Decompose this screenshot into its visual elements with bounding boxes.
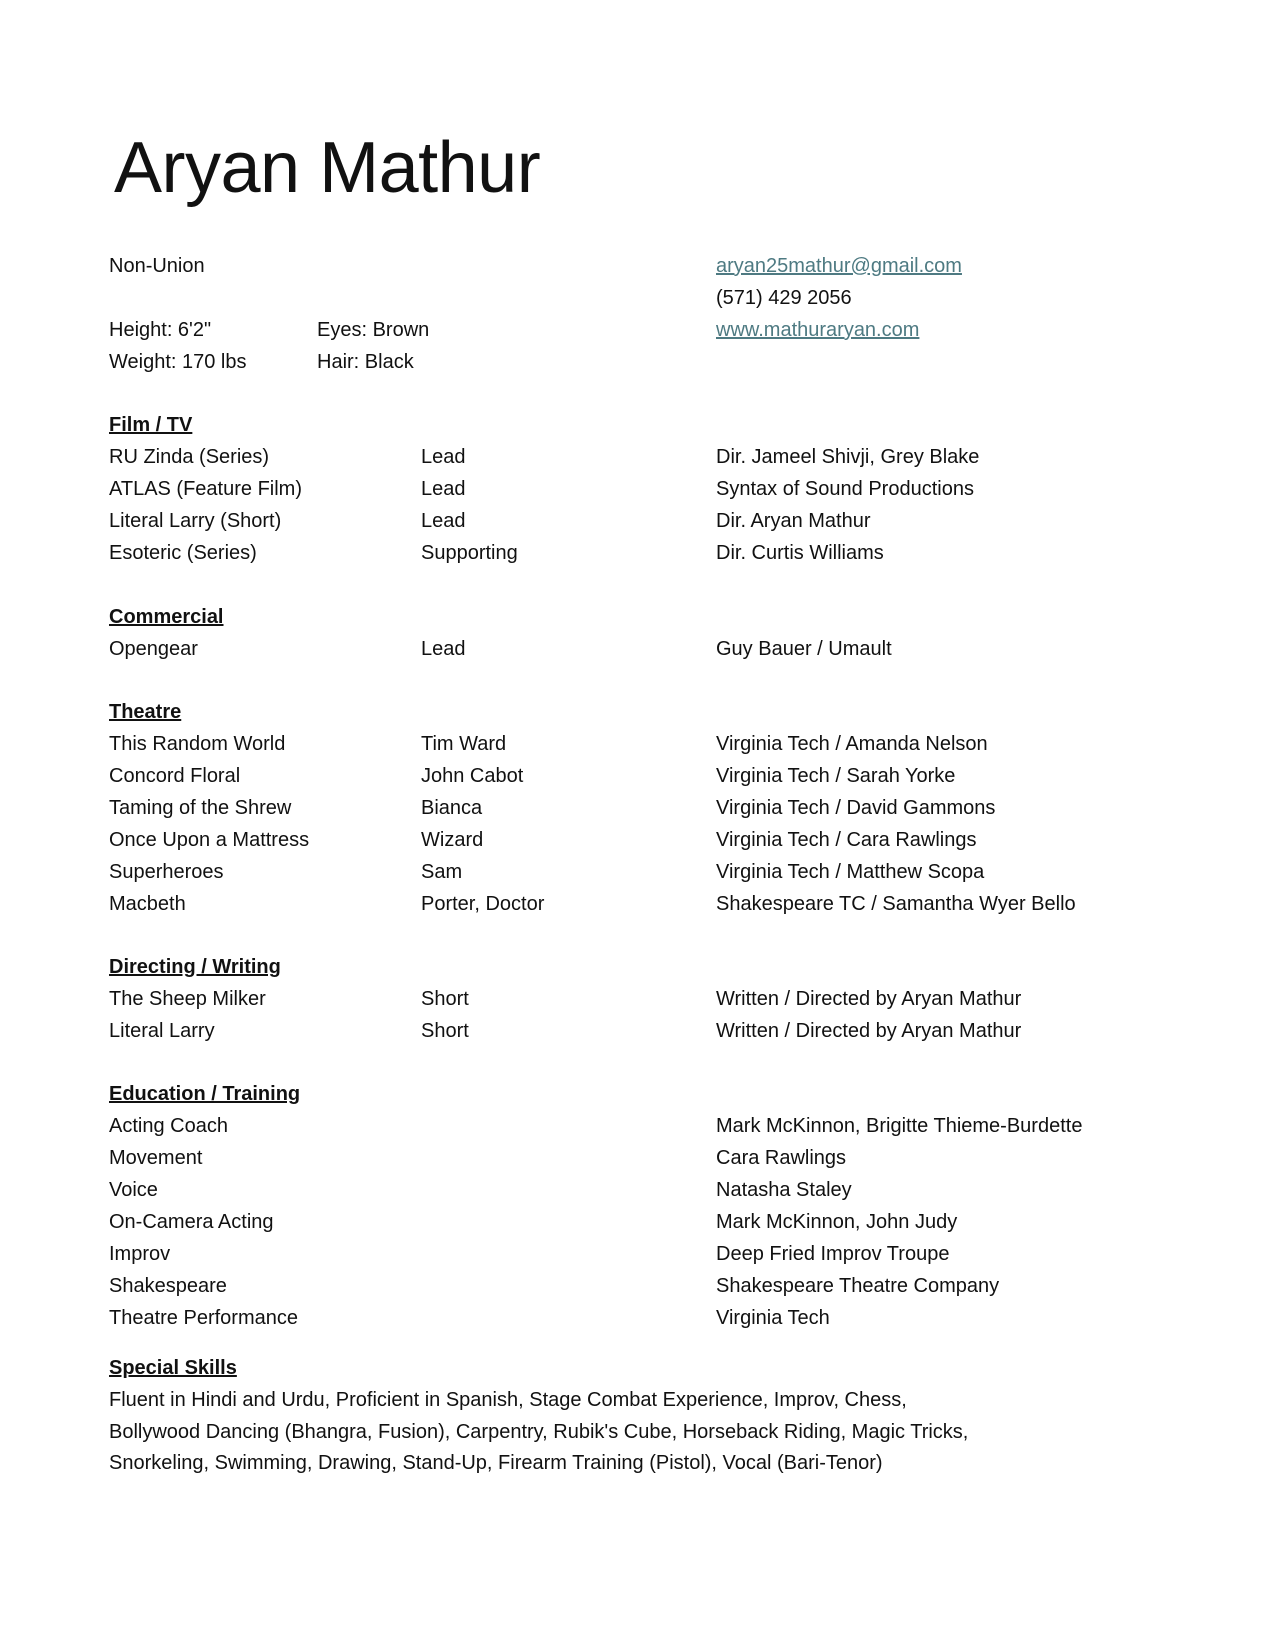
- credit-role: John Cabot: [421, 765, 524, 787]
- skills-line: Bollywood Dancing (Bhangra, Fusion), Carpentry, Rubik's Cube, Horseback Riding, Magic Tricks,: [109, 1420, 969, 1443]
- section-heading-commercial: Commercial: [109, 606, 224, 628]
- section-heading-film-tv: Film / TV: [109, 414, 193, 436]
- credit-director: Virginia Tech / Cara Rawlings: [716, 829, 977, 851]
- credit-director: Virginia Tech / Matthew Scopa: [716, 861, 985, 883]
- credit-director: Dir. Jameel Shivji, Grey Blake: [716, 446, 980, 468]
- credit-title: Esoteric (Series): [109, 542, 257, 564]
- training-teacher: Cara Rawlings: [716, 1147, 847, 1169]
- credit-director: Written / Directed by Aryan Mathur: [716, 988, 1022, 1010]
- credit-director: Shakespeare TC / Samantha Wyer Bello: [716, 893, 1076, 915]
- skills-line: Snorkeling, Swimming, Drawing, Stand-Up, Firearm Training (Pistol), Vocal (Bari-Tenor): [109, 1452, 883, 1474]
- credit-director: Written / Directed by Aryan Mathur: [716, 1020, 1022, 1042]
- credit-role: Lead: [421, 478, 466, 500]
- actor-name: Aryan Mathur: [114, 128, 541, 208]
- credit-title: Opengear: [109, 638, 198, 660]
- credit-director: Syntax of Sound Productions: [716, 478, 974, 500]
- credit-title: Macbeth: [109, 893, 186, 915]
- credit-title: RU Zinda (Series): [109, 446, 270, 468]
- training-subject: Acting Coach: [109, 1115, 228, 1137]
- training-subject: Movement: [109, 1147, 203, 1169]
- credit-title: Literal Larry: [109, 1020, 215, 1042]
- credit-title: Taming of the Shrew: [109, 797, 292, 819]
- training-subject: Shakespeare: [109, 1275, 227, 1297]
- credit-role: Lead: [421, 446, 466, 468]
- training-teacher: Natasha Staley: [716, 1179, 852, 1201]
- training-subject: On-Camera Acting: [109, 1211, 274, 1233]
- credit-role: Supporting: [421, 542, 518, 564]
- credit-role: Short: [421, 1020, 469, 1042]
- credit-role: Sam: [421, 861, 463, 883]
- phone-number: (571) 429 2056: [716, 287, 852, 309]
- training-subject: Improv: [109, 1243, 171, 1265]
- union-status: Non-Union: [109, 255, 205, 277]
- credit-title: Once Upon a Mattress: [109, 829, 310, 851]
- height-stat: Height: 6'2": [109, 319, 212, 341]
- eyes-stat: Eyes: Brown: [317, 319, 430, 341]
- credit-role: Lead: [421, 510, 466, 532]
- credit-role: Tim Ward: [421, 733, 507, 755]
- credit-role: Short: [421, 988, 469, 1010]
- skills-line: Fluent in Hindi and Urdu, Proficient in Spanish, Stage Combat Experience, Improv, Chess,: [109, 1389, 907, 1411]
- credit-director: Virginia Tech / David Gammons: [716, 797, 996, 819]
- credit-director: Dir. Curtis Williams: [716, 542, 884, 564]
- website-link[interactable]: www.mathuraryan.com: [716, 319, 920, 341]
- training-teacher: Shakespeare Theatre Company: [716, 1275, 1000, 1297]
- credit-role: Bianca: [421, 797, 483, 819]
- skills-list: [109, 1385, 1129, 1480]
- training-teacher: Deep Fried Improv Troupe: [716, 1243, 950, 1265]
- credit-title: Concord Floral: [109, 765, 241, 787]
- section-heading-theatre: Theatre: [109, 701, 182, 723]
- training-teacher: Mark McKinnon, John Judy: [716, 1211, 958, 1233]
- training-subject: Theatre Performance: [109, 1307, 298, 1329]
- training-teacher: Virginia Tech: [716, 1307, 830, 1329]
- credit-role: Lead: [421, 638, 466, 660]
- credit-title: Superheroes: [109, 861, 224, 883]
- weight-stat: Weight: 170 lbs: [109, 351, 247, 373]
- credit-director: Guy Bauer / Umault: [716, 638, 892, 660]
- credit-role: Porter, Doctor: [421, 893, 545, 915]
- section-heading-skills: Special Skills: [109, 1357, 237, 1379]
- credit-director: Virginia Tech / Amanda Nelson: [716, 733, 988, 755]
- credit-role: Wizard: [421, 829, 484, 851]
- section-heading-directing: Directing / Writing: [109, 956, 281, 978]
- credit-director: Virginia Tech / Sarah Yorke: [716, 765, 956, 787]
- training-subject: Voice: [109, 1179, 158, 1201]
- hair-stat: Hair: Black: [317, 351, 414, 373]
- credit-title: The Sheep Milker: [109, 988, 266, 1010]
- section-heading-education: Education / Training: [109, 1083, 301, 1105]
- email-link[interactable]: aryan25mathur@gmail.com: [716, 255, 962, 277]
- credit-title: Literal Larry (Short): [109, 510, 282, 532]
- credit-title: ATLAS (Feature Film): [109, 478, 302, 500]
- training-teacher: Mark McKinnon, Brigitte Thieme-Burdette: [716, 1115, 1083, 1137]
- credit-director: Dir. Aryan Mathur: [716, 510, 871, 532]
- credit-title: This Random World: [109, 733, 286, 755]
